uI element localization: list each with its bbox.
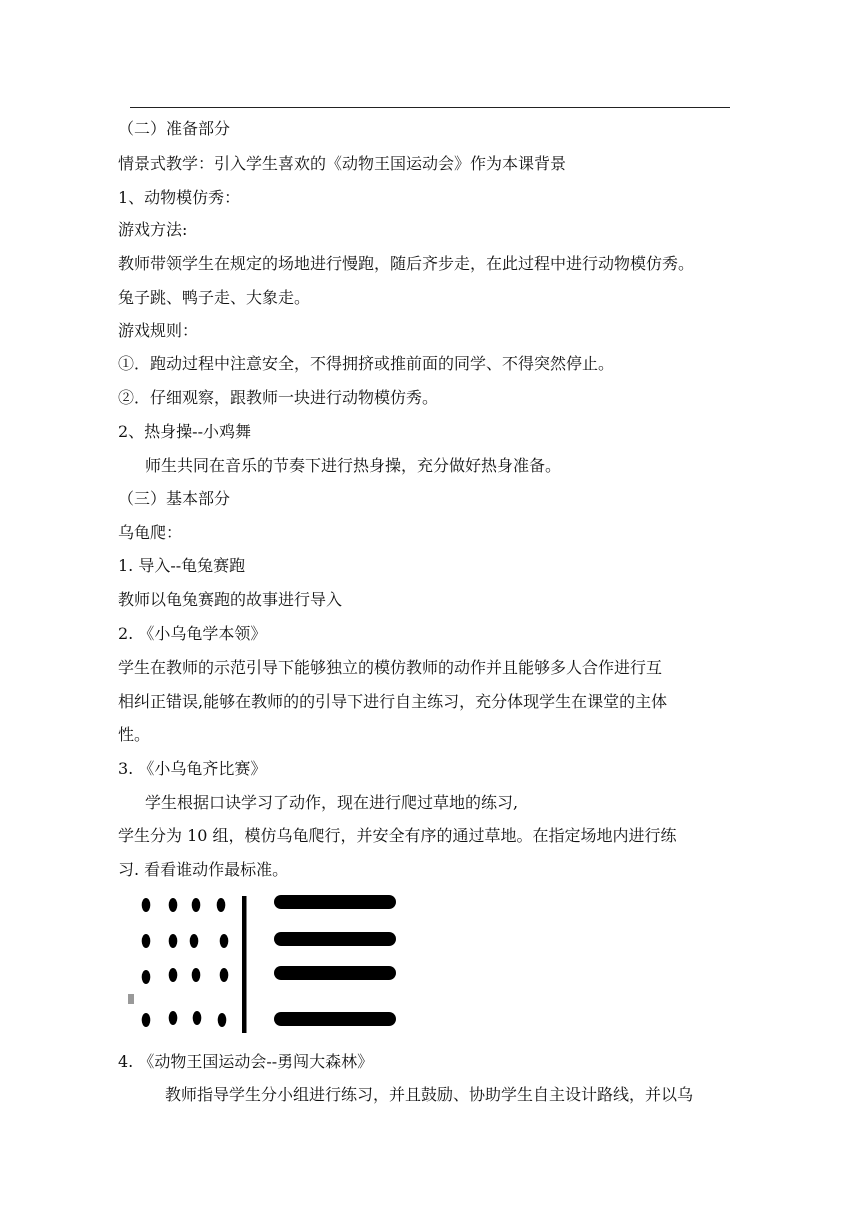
paragraph-line: 性。 [118,725,151,744]
student-dots [142,898,229,1027]
student-dot [220,968,229,982]
start-line [242,896,247,1033]
paragraph-line: 教师带领学生在规定的场地进行慢跑，随后齐步走，在此过程中进行动物模仿秀。 [118,254,695,273]
student-dot [142,970,151,984]
paragraph-line: 学生在教师的示范引导下能够独立的模仿教师的动作并且能够多人合作进行互 [118,658,663,677]
header-rule [130,107,730,108]
subheading-competition: 3. 《小乌龟齐比赛》 [118,759,267,778]
section-heading-basic: （三）基本部分 [118,489,231,508]
subheading-animal-imitation: 1、动物模仿秀： [118,188,241,207]
paragraph-line: ②．仔细观察，跟教师一块进行动物模仿秀。 [118,388,439,407]
student-dot [142,898,151,912]
grass-strip [274,932,396,946]
subheading-learn-skills: 2. 《小乌龟学本领》 [118,624,267,643]
anchor-marker [128,994,134,1004]
student-dot [142,934,151,948]
student-dot [192,898,201,912]
paragraph-line: 教师以龟兔赛跑的故事进行导入 [118,590,343,609]
field-formation-diagram [128,886,408,1036]
student-dot [142,1013,151,1027]
student-dot [169,898,178,912]
subheading-warmup: 2、热身操--小鸡舞 [118,422,251,441]
paragraph-line: 相纠正错误,能够在教师的的引导下进行自主练习，充分体现学生在课堂的主体 [118,692,668,711]
paragraph-line: 兔子跳、鸭子走、大象走。 [118,288,311,307]
student-dot [218,1013,227,1027]
grass-strip [274,1012,396,1026]
student-dot [220,934,229,948]
paragraph-line: 游戏规则： [118,321,199,340]
student-dot [169,934,178,948]
grass-strip [274,895,396,909]
paragraph-line: 习. 看看谁动作最标准。 [118,860,289,879]
paragraph-line: ①．跑动过程中注意安全，不得拥挤或推前面的同学、不得突然停止。 [118,354,615,373]
grass-strip [274,966,396,980]
student-dot [193,1011,202,1025]
student-dot [217,898,226,912]
subheading-intro: 1. 导入--龟兔赛跑 [118,556,246,575]
paragraph-line: 教师指导学生分小组进行练习，并且鼓励、协助学生自主设计路线，并以乌 [165,1085,694,1104]
paragraph-line: 师生共同在音乐的节奏下进行热身操，充分做好热身准备。 [145,456,562,475]
paragraph-line: 乌龟爬： [118,523,183,542]
paragraph-line: 游戏方法: [118,220,188,239]
subheading-forest: 4. 《动物王国运动会--勇闯大森林》 [118,1052,374,1071]
paragraph-line: 情景式教学：引入学生喜欢的《动物王国运动会》作为本课背景 [118,154,567,173]
student-dot [169,1011,178,1025]
paragraph-line: 学生根据口诀学习了动作，现在进行爬过草地的练习, [145,793,519,812]
section-heading-preparation: （二）准备部分 [118,119,231,138]
student-dot [190,934,199,948]
grass-strips [274,895,396,1026]
student-dot [169,968,178,982]
student-dot [192,968,201,982]
paragraph-line: 学生分为 10 组，模仿乌龟爬行，并安全有序的通过草地。在指定场地内进行练 [118,826,677,845]
